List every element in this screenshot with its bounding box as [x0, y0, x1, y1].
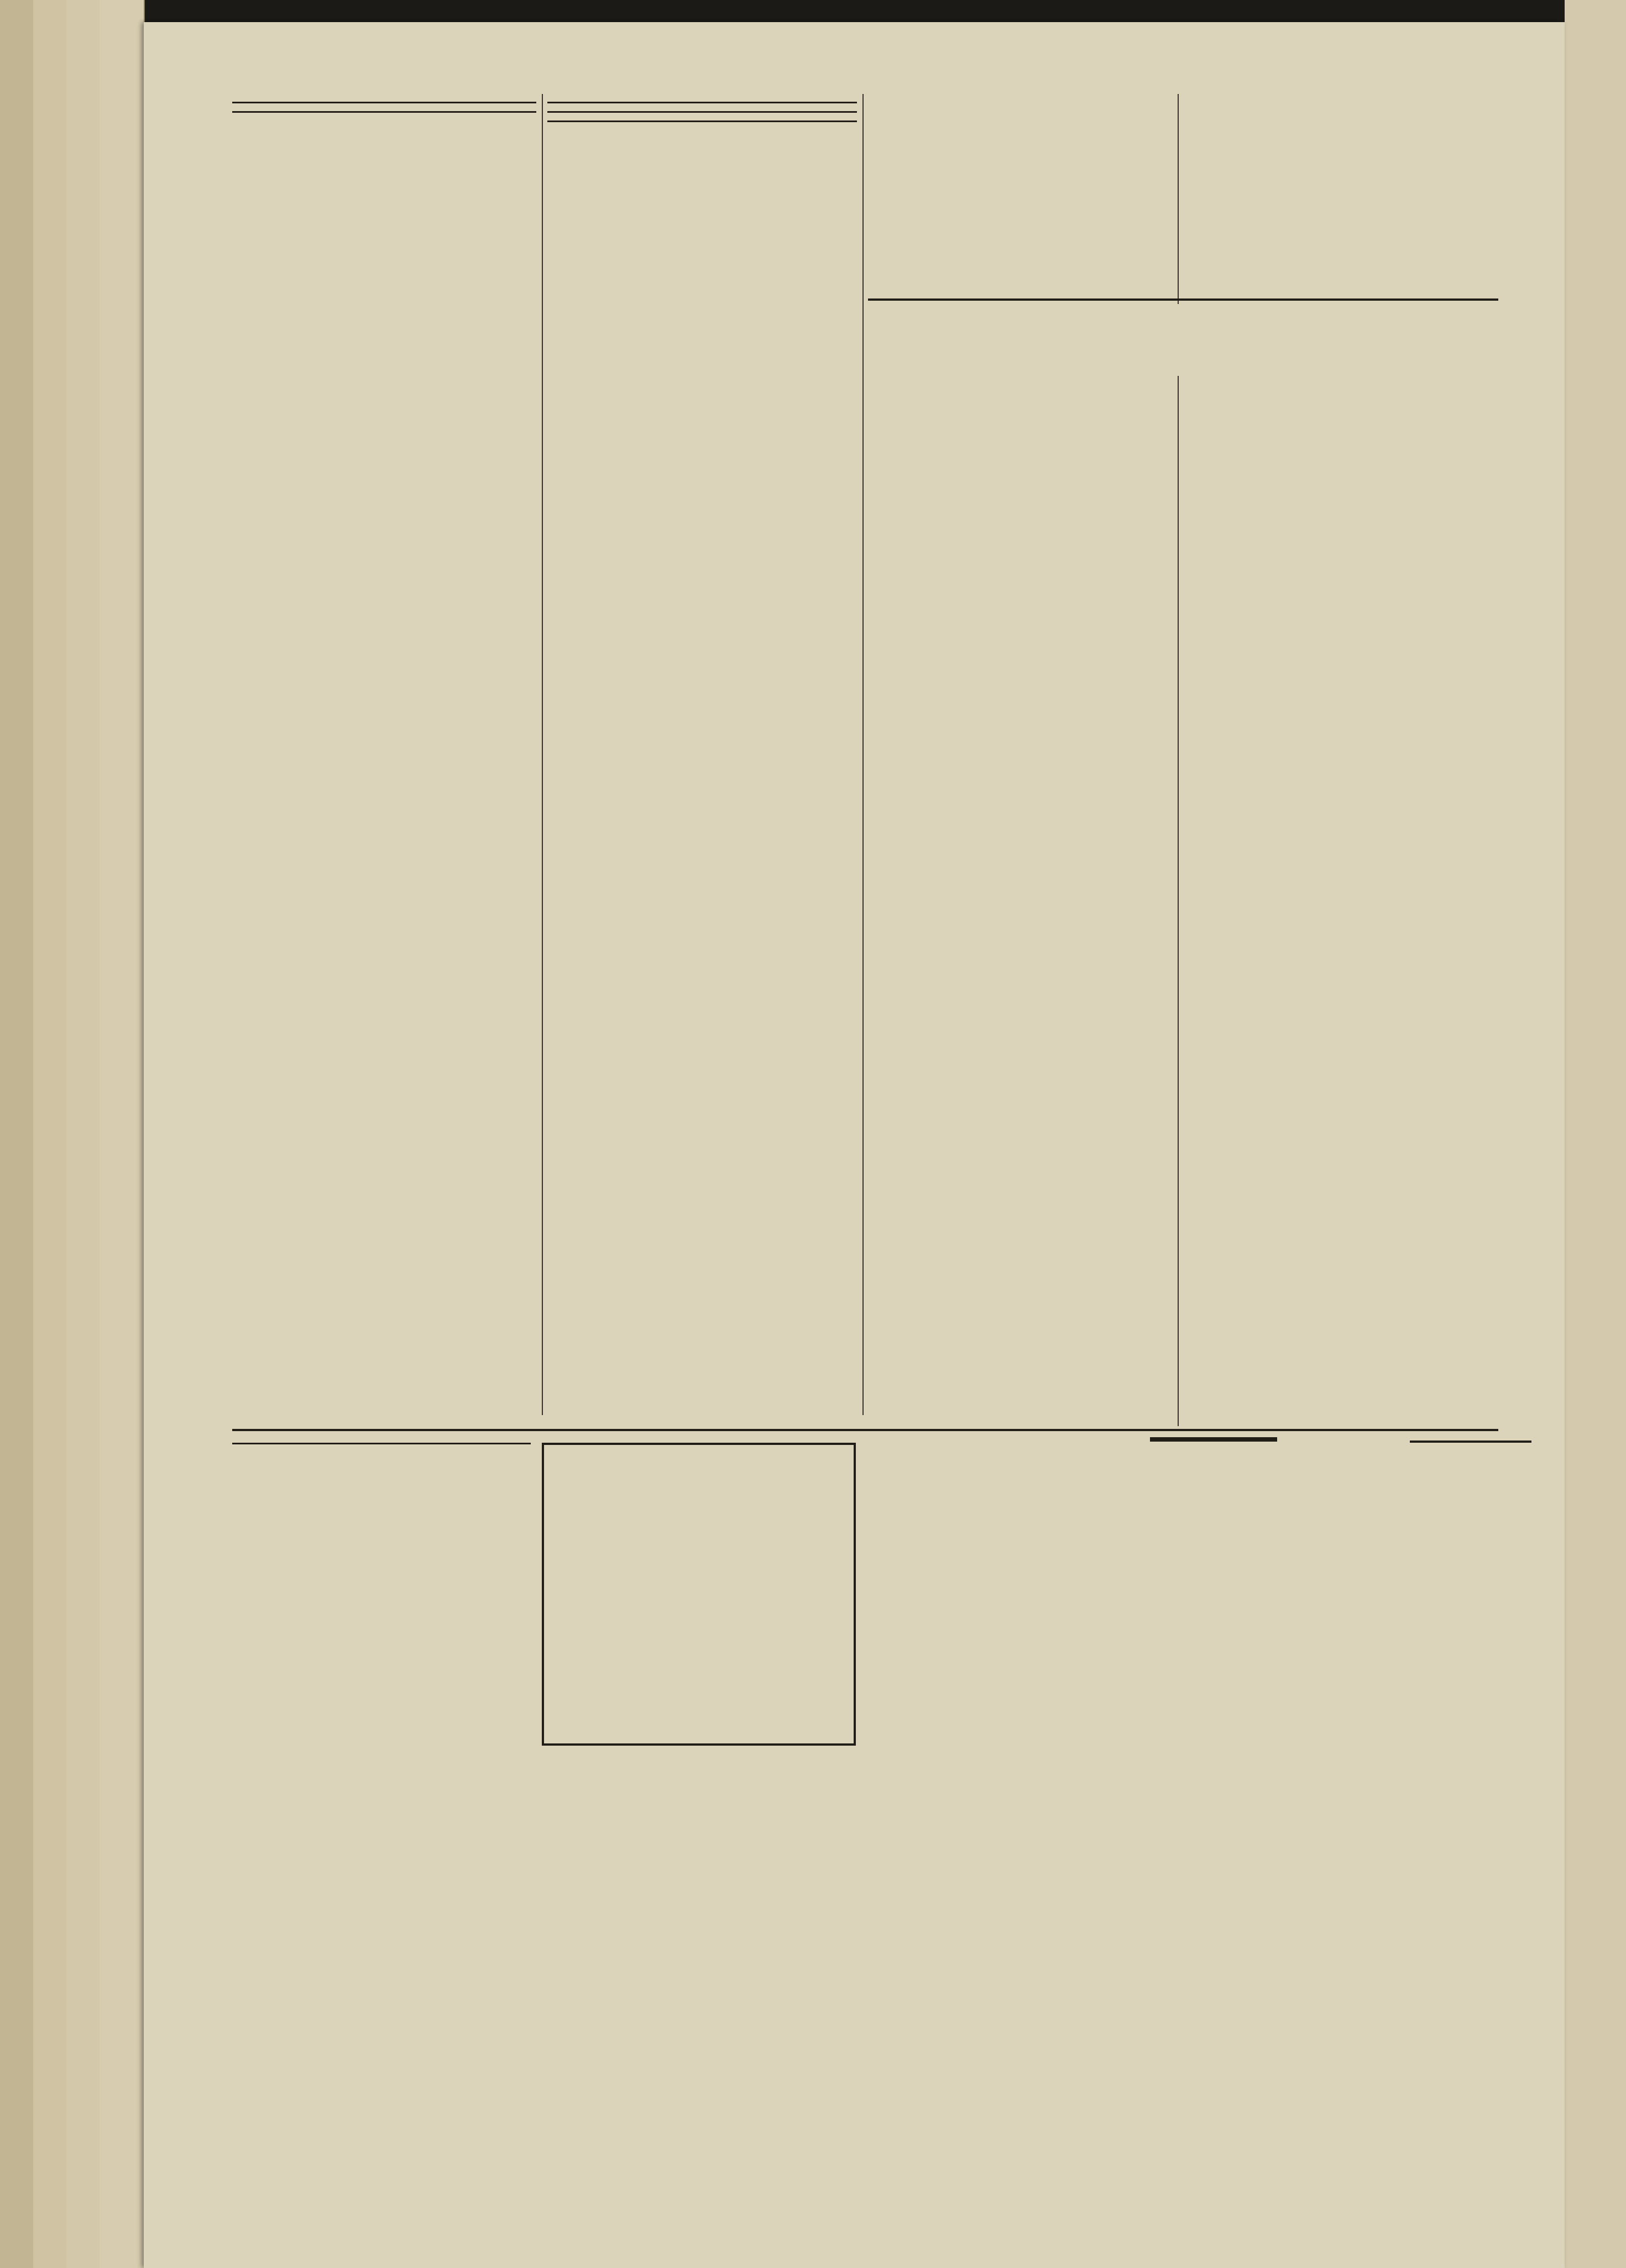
column-3-top: [868, 94, 1172, 282]
nutzholz-ad: [542, 1752, 851, 2233]
banner-rule: [868, 298, 1498, 301]
verschiedenes-header: [1410, 1441, 1531, 1443]
column-rule: [862, 94, 864, 1415]
column-2: [547, 94, 857, 1415]
page-edge-2: [33, 0, 67, 2268]
ovomaltine-footer: [1183, 1219, 1498, 1228]
column-rule: [1178, 376, 1179, 1426]
ovomaltine-body: [1183, 1200, 1498, 1208]
kaufgesuche-header: [1150, 1439, 1277, 1442]
ads-separator: [232, 1429, 1498, 1431]
page-edge-1: [0, 0, 34, 2268]
verkaeufe-ads: [1150, 1437, 1277, 2233]
column-1: [232, 94, 536, 1415]
fische-ad: [542, 1443, 856, 1746]
versteigerung-ad: [862, 1437, 1144, 2233]
column-4-top: [1183, 94, 1498, 304]
column-6: [1183, 376, 1498, 1194]
right-page-strip: [1565, 0, 1626, 2268]
ovomaltine-ad: [1183, 1200, 1498, 1432]
newspaper-page: [144, 22, 1565, 2268]
misc-ads: [1283, 1940, 1404, 2233]
right-ads: [1410, 1437, 1531, 2233]
page-edge-3: [66, 0, 101, 2268]
divider: [547, 102, 857, 103]
divider: [232, 111, 536, 113]
divider: [232, 102, 536, 103]
column-5: [868, 376, 1172, 1415]
rohrbach-ad: [232, 1437, 531, 2233]
column-rule: [1178, 94, 1179, 304]
column-rule: [542, 94, 543, 1415]
ovomaltine-slogan: [1183, 1208, 1498, 1219]
page-edge-4: [100, 0, 145, 2268]
divider: [547, 111, 857, 113]
divider: [547, 121, 857, 122]
